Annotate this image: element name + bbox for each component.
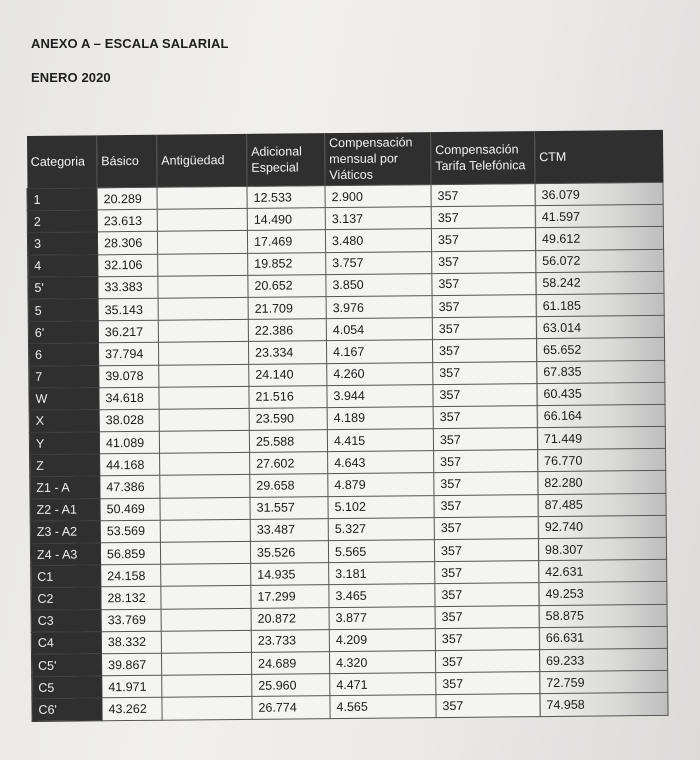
cell-antiguedad xyxy=(160,475,250,498)
cell-categoria: 3 xyxy=(27,232,97,255)
cell-adicional-especial: 33.487 xyxy=(250,518,328,541)
document-title: ANEXO A – ESCALA SALARIAL xyxy=(31,36,229,51)
cell-categoria: X xyxy=(29,410,99,433)
salary-table xyxy=(26,130,669,722)
cell-compensacion-telefonica: 357 xyxy=(434,539,538,562)
cell-antiguedad xyxy=(160,541,250,564)
cell-ctm: 71.449 xyxy=(537,426,665,449)
cell-antiguedad xyxy=(157,231,247,254)
cell-adicional-especial: 12.533 xyxy=(247,186,325,209)
cell-adicional-especial: 20.872 xyxy=(251,607,329,630)
cell-antiguedad xyxy=(159,408,249,431)
cell-adicional-especial: 24.140 xyxy=(249,363,327,386)
cell-compensacion-viaticos: 4.189 xyxy=(327,406,433,429)
cell-categoria: Y xyxy=(29,432,99,455)
cell-ctm: 63.014 xyxy=(536,316,664,339)
cell-adicional-especial: 29.658 xyxy=(250,474,328,497)
cell-basico: 32.106 xyxy=(98,254,158,277)
cell-adicional-especial: 35.526 xyxy=(250,541,328,564)
cell-ctm: 58.875 xyxy=(539,604,667,627)
cell-antiguedad xyxy=(160,497,250,520)
cell-adicional-especial: 23.334 xyxy=(248,341,326,364)
cell-categoria: Z3 - A2 xyxy=(30,521,100,544)
cell-ctm: 42.631 xyxy=(539,560,667,583)
cell-ctm: 69.233 xyxy=(539,648,667,671)
cell-compensacion-viaticos: 5.565 xyxy=(328,540,434,563)
cell-categoria: C6' xyxy=(32,698,102,721)
cell-ctm: 98.307 xyxy=(538,537,666,560)
cell-ctm: 82.280 xyxy=(538,471,666,494)
cell-basico: 37.794 xyxy=(98,343,158,366)
cell-antiguedad xyxy=(157,186,247,209)
cell-compensacion-viaticos: 4.320 xyxy=(329,651,435,674)
cell-adicional-especial: 26.774 xyxy=(252,696,330,719)
cell-compensacion-viaticos: 4.167 xyxy=(326,340,432,363)
cell-adicional-especial: 25.588 xyxy=(249,430,327,453)
cell-ctm: 66.164 xyxy=(537,404,665,427)
cell-basico: 24.158 xyxy=(101,564,161,587)
cell-ctm: 58.242 xyxy=(536,271,664,294)
cell-categoria: 5' xyxy=(28,277,98,300)
header-compensacion-telefonica: Compensación Tarifa Telefónica xyxy=(430,131,534,184)
cell-ctm: 92.740 xyxy=(538,515,666,538)
cell-compensacion-viaticos: 3.976 xyxy=(326,296,432,319)
cell-antiguedad xyxy=(162,697,252,720)
cell-compensacion-viaticos: 4.209 xyxy=(329,628,435,651)
cell-basico: 34.618 xyxy=(99,387,159,410)
cell-compensacion-telefonica: 357 xyxy=(432,317,536,340)
cell-compensacion-telefonica: 357 xyxy=(432,272,536,295)
cell-categoria: C1 xyxy=(31,565,101,588)
cell-ctm: 41.597 xyxy=(535,205,663,228)
cell-compensacion-telefonica: 357 xyxy=(432,295,536,318)
cell-compensacion-telefonica: 357 xyxy=(432,339,536,362)
cell-adicional-especial: 14.935 xyxy=(251,563,329,586)
cell-ctm: 61.185 xyxy=(536,293,664,316)
cell-adicional-especial: 21.709 xyxy=(248,297,326,320)
cell-antiguedad xyxy=(158,342,248,365)
cell-compensacion-viaticos: 4.054 xyxy=(326,318,432,341)
cell-antiguedad xyxy=(161,564,251,587)
cell-adicional-especial: 22.386 xyxy=(248,319,326,342)
cell-antiguedad xyxy=(158,275,248,298)
cell-basico: 36.217 xyxy=(98,320,158,343)
cell-adicional-especial: 14.490 xyxy=(247,208,325,231)
cell-categoria: 5 xyxy=(28,299,98,322)
cell-ctm: 72.759 xyxy=(540,670,668,693)
cell-adicional-especial: 27.602 xyxy=(250,452,328,475)
cell-compensacion-viaticos: 3.465 xyxy=(329,584,435,607)
cell-antiguedad xyxy=(160,519,250,542)
cell-categoria: C4 xyxy=(31,632,101,655)
cell-compensacion-viaticos: 3.137 xyxy=(325,207,431,230)
cell-compensacion-viaticos: 2.900 xyxy=(325,185,431,208)
cell-basico: 33.383 xyxy=(98,276,158,299)
cell-categoria: C3 xyxy=(31,609,101,632)
cell-basico: 28.306 xyxy=(97,232,157,255)
cell-adicional-especial: 31.557 xyxy=(250,496,328,519)
cell-compensacion-telefonica: 357 xyxy=(431,184,535,207)
cell-basico: 38.028 xyxy=(99,409,159,432)
cell-categoria: W xyxy=(29,387,99,410)
cell-basico: 20.289 xyxy=(97,187,157,210)
cell-antiguedad xyxy=(162,674,252,697)
cell-compensacion-telefonica: 357 xyxy=(434,472,538,495)
header-compensacion-viaticos: Compensación mensual por Viáticos xyxy=(324,132,430,186)
salary-table-container xyxy=(26,130,668,722)
cell-antiguedad xyxy=(157,209,247,232)
cell-categoria: Z4 - A3 xyxy=(30,543,100,566)
cell-compensacion-viaticos: 3.944 xyxy=(327,384,433,407)
cell-basico: 56.859 xyxy=(100,542,160,565)
cell-basico: 47.386 xyxy=(100,476,160,499)
header-antiguedad: Antigüedad xyxy=(156,134,246,187)
cell-compensacion-telefonica: 357 xyxy=(435,627,539,650)
cell-compensacion-viaticos: 3.877 xyxy=(329,606,435,629)
cell-basico: 28.132 xyxy=(101,587,161,610)
cell-adicional-especial: 17.299 xyxy=(251,585,329,608)
cell-ctm: 67.835 xyxy=(537,360,665,383)
cell-basico: 23.613 xyxy=(97,209,157,232)
cell-compensacion-telefonica: 357 xyxy=(433,405,537,428)
cell-compensacion-telefonica: 357 xyxy=(431,228,535,251)
cell-antiguedad xyxy=(158,297,248,320)
cell-categoria: C2 xyxy=(31,587,101,610)
cell-adicional-especial: 21.516 xyxy=(249,385,327,408)
cell-ctm: 87.485 xyxy=(538,493,666,516)
cell-compensacion-viaticos: 4.415 xyxy=(327,429,433,452)
cell-ctm: 60.435 xyxy=(537,382,665,405)
cell-compensacion-telefonica: 357 xyxy=(435,605,539,628)
cell-categoria: 7 xyxy=(29,365,99,388)
cell-basico: 44.168 xyxy=(100,453,160,476)
cell-compensacion-telefonica: 357 xyxy=(435,583,539,606)
cell-antiguedad xyxy=(161,630,251,653)
cell-compensacion-telefonica: 357 xyxy=(435,650,539,673)
cell-basico: 43.262 xyxy=(102,698,162,721)
cell-compensacion-viaticos: 5.102 xyxy=(328,495,434,518)
cell-antiguedad xyxy=(158,319,248,342)
cell-compensacion-telefonica: 357 xyxy=(436,672,540,695)
cell-antiguedad xyxy=(160,453,250,476)
cell-ctm: 74.958 xyxy=(540,693,668,716)
cell-compensacion-telefonica: 357 xyxy=(435,561,539,584)
cell-adicional-especial: 25.960 xyxy=(252,674,330,697)
cell-basico: 39.078 xyxy=(99,365,159,388)
cell-compensacion-viaticos: 5.327 xyxy=(328,517,434,540)
cell-compensacion-telefonica: 357 xyxy=(431,206,535,229)
cell-basico: 38.332 xyxy=(101,631,161,654)
table-body xyxy=(27,182,668,721)
cell-antiguedad xyxy=(161,586,251,609)
cell-basico: 50.469 xyxy=(100,498,160,521)
cell-adicional-especial: 23.590 xyxy=(249,407,327,430)
cell-adicional-especial: 20.652 xyxy=(248,274,326,297)
cell-compensacion-telefonica: 357 xyxy=(433,428,537,451)
cell-compensacion-viaticos: 4.565 xyxy=(330,695,436,718)
cell-compensacion-telefonica: 357 xyxy=(433,361,537,384)
cell-antiguedad xyxy=(159,386,249,409)
header-basico: Básico xyxy=(96,135,157,188)
cell-compensacion-telefonica: 357 xyxy=(432,250,536,273)
cell-ctm: 66.631 xyxy=(539,626,667,649)
cell-compensacion-telefonica: 357 xyxy=(434,494,538,517)
cell-ctm: 56.072 xyxy=(536,249,664,272)
cell-categoria: 6' xyxy=(28,321,98,344)
cell-basico: 41.971 xyxy=(102,675,162,698)
cell-antiguedad xyxy=(161,608,251,631)
cell-basico: 33.769 xyxy=(101,609,161,632)
cell-compensacion-viaticos: 3.850 xyxy=(326,273,432,296)
cell-categoria: 6 xyxy=(28,343,98,366)
cell-compensacion-telefonica: 357 xyxy=(434,450,538,473)
cell-adicional-especial: 23.733 xyxy=(251,629,329,652)
cell-categoria: 1 xyxy=(27,188,97,211)
cell-compensacion-viaticos: 4.879 xyxy=(328,473,434,496)
cell-basico: 35.143 xyxy=(98,298,158,321)
cell-compensacion-viaticos: 4.471 xyxy=(330,673,436,696)
cell-ctm: 65.652 xyxy=(536,338,664,361)
cell-antiguedad xyxy=(161,652,251,675)
header-adicional-especial: Adicional Especial xyxy=(246,133,325,186)
cell-ctm: 49.253 xyxy=(539,582,667,605)
cell-compensacion-viaticos: 3.757 xyxy=(326,251,432,274)
cell-categoria: Z xyxy=(30,454,100,477)
cell-categoria: 2 xyxy=(27,210,97,233)
cell-categoria: 4 xyxy=(28,254,98,277)
cell-antiguedad xyxy=(159,430,249,453)
cell-compensacion-telefonica: 357 xyxy=(433,383,537,406)
cell-compensacion-viaticos: 4.643 xyxy=(328,451,434,474)
cell-categoria: Z1 - A xyxy=(30,476,100,499)
table-row xyxy=(32,693,668,721)
cell-basico: 53.569 xyxy=(100,520,160,543)
cell-ctm: 76.770 xyxy=(538,449,666,472)
cell-compensacion-telefonica: 357 xyxy=(436,694,540,717)
cell-adicional-especial: 17.469 xyxy=(247,230,325,253)
header-ctm: CTM xyxy=(534,130,662,184)
cell-ctm: 36.079 xyxy=(535,182,663,205)
table-header-row xyxy=(26,130,662,189)
cell-antiguedad xyxy=(159,364,249,387)
cell-categoria: C5 xyxy=(32,676,102,699)
cell-basico: 41.089 xyxy=(99,431,159,454)
document-subtitle: ENERO 2020 xyxy=(31,70,111,85)
cell-ctm: 49.612 xyxy=(535,227,663,250)
cell-antiguedad xyxy=(158,253,248,276)
cell-compensacion-viaticos: 4.260 xyxy=(327,362,433,385)
cell-categoria: C5' xyxy=(31,654,101,677)
cell-compensacion-viaticos: 3.480 xyxy=(325,229,431,252)
header-categoria: Categoria xyxy=(26,135,97,188)
cell-categoria: Z2 - A1 xyxy=(30,498,100,521)
cell-compensacion-telefonica: 357 xyxy=(434,516,538,539)
cell-adicional-especial: 24.689 xyxy=(251,652,329,675)
cell-basico: 39.867 xyxy=(101,653,161,676)
cell-compensacion-viaticos: 3.181 xyxy=(329,562,435,585)
cell-adicional-especial: 19.852 xyxy=(248,252,326,275)
